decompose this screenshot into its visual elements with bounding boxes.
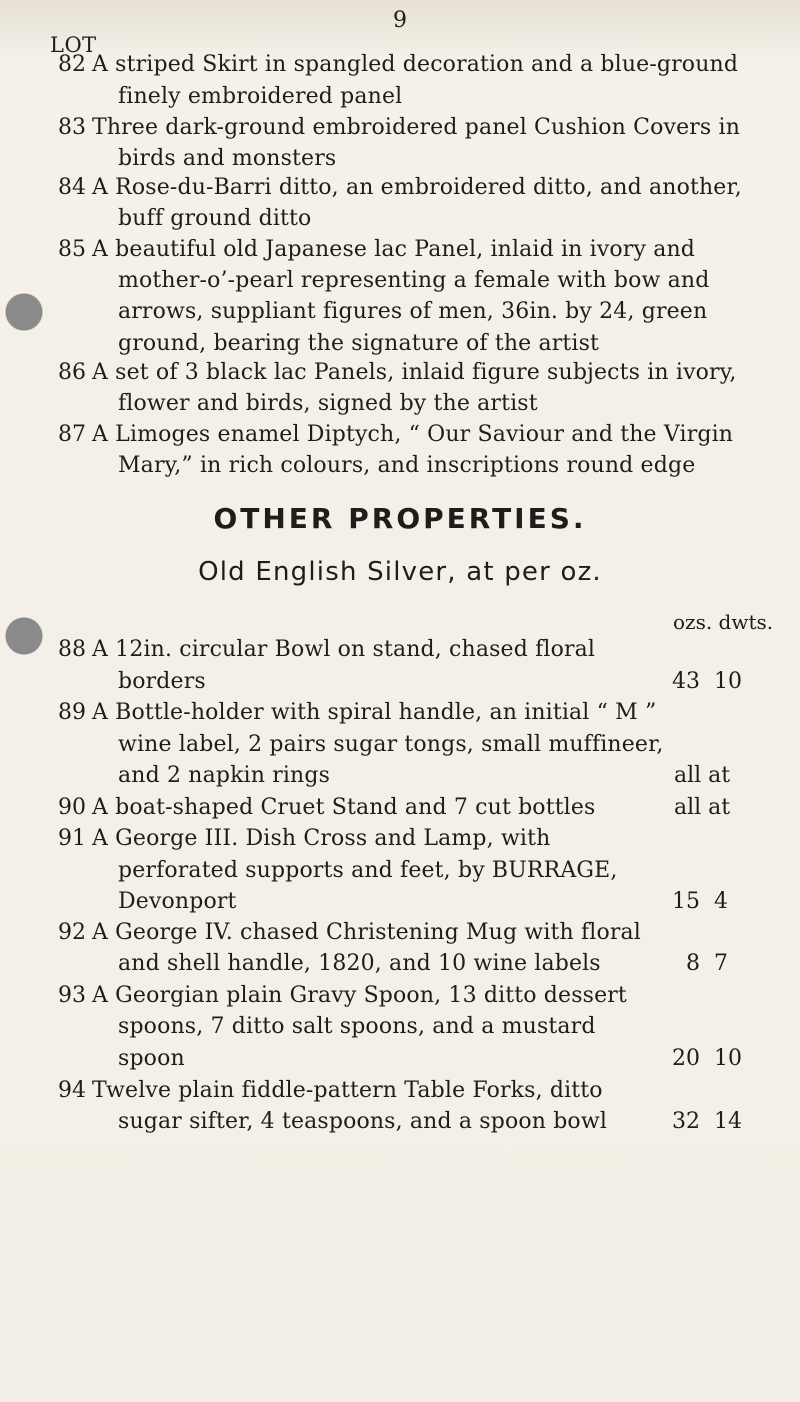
lot-weight	[664, 889, 740, 914]
weight-pennyweights: 10	[714, 669, 742, 694]
lot-description-line: A George IV. chased Christening Mug with floral	[92, 920, 641, 945]
lot-weight	[664, 951, 740, 976]
lot-description-line: finely embroidered panel	[118, 84, 403, 109]
lot-description-line: A Rose-du-Barri ditto, an embroidered ditto, and another,	[92, 175, 742, 200]
lot-number: 92	[58, 920, 86, 945]
weight-ounces: 20	[672, 1046, 700, 1071]
lot-number: 89	[58, 700, 86, 725]
lot-description-line: birds and monsters	[118, 146, 337, 171]
lot-description-line: and shell handle, 1820, and 10 wine labels	[118, 951, 601, 976]
weight-pennyweights: 14	[714, 1109, 742, 1134]
lot-description-line: sugar sifter, 4 teaspoons, and a spoon bowl	[118, 1109, 607, 1134]
lot-description-line: perforated supports and feet, by BURRAGE,	[118, 858, 618, 883]
lot-description-line: A Georgian plain Gravy Spoon, 13 ditto dessert	[92, 983, 627, 1008]
lot-weight: all at	[674, 763, 731, 788]
lot-weight: all at	[674, 795, 731, 820]
lot-weight	[664, 1046, 740, 1071]
weight-pennyweights: 4	[714, 889, 728, 914]
weight-pennyweights: 10	[714, 1046, 742, 1071]
lot-description-line: Devonport	[118, 889, 237, 914]
lot-number: 83	[58, 115, 86, 140]
lot-description-line: Twelve plain fiddle-pattern Table Forks, ditto	[92, 1078, 603, 1103]
lot-number: 94	[58, 1078, 86, 1103]
lot-number: 88	[58, 637, 86, 662]
lot-number: 86	[58, 360, 86, 385]
section-heading: OTHER PROPERTIES.	[213, 502, 587, 535]
lot-number: 90	[58, 795, 86, 820]
section-subheading: Old English Silver, at per oz.	[198, 557, 602, 587]
lot-description-line: A beautiful old Japanese lac Panel, inlaid in ivory and	[92, 237, 696, 262]
lot-description-line: A 12in. circular Bowl on stand, chased floral	[92, 637, 596, 662]
lot-number: 82	[58, 52, 86, 77]
lot-weight	[664, 1109, 740, 1134]
page-number: 9	[393, 8, 407, 33]
lot-number: 87	[58, 422, 86, 447]
weights-column-header: ozs. dwts.	[673, 610, 774, 634]
lot-description-line: A boat-shaped Cruet Stand and 7 cut bottles	[92, 795, 596, 820]
lot-description-line: spoon	[118, 1046, 185, 1071]
lot-description-line: spoons, 7 ditto salt spoons, and a mustard	[118, 1014, 596, 1039]
weight-pennyweights: 7	[714, 951, 728, 976]
lot-number: 84	[58, 175, 86, 200]
lot-description-line: arrows, suppliant figures of men, 36in. by 24, green	[118, 299, 708, 324]
lot-description-line: A striped Skirt in spangled decoration and a blue-ground	[92, 52, 739, 77]
lot-description-line: A set of 3 black lac Panels, inlaid figure subjects in ivory,	[92, 360, 737, 385]
lot-number: 85	[58, 237, 86, 262]
lot-description-line: Three dark-ground embroidered panel Cushion Covers in	[92, 115, 741, 140]
lot-description-line: borders	[118, 669, 206, 694]
lot-column-header: LOT	[50, 33, 97, 57]
weight-ounces: 15	[672, 889, 700, 914]
weight-ounces: 43	[672, 669, 700, 694]
lot-description-line: and 2 napkin rings	[118, 763, 331, 788]
lot-description-line: A Bottle-holder with spiral handle, an initial “ M ”	[92, 700, 657, 725]
lot-description-line: A Limoges enamel Diptych, “ Our Saviour and the Virgin	[92, 422, 734, 447]
lot-description-line: mother-o’-pearl representing a female with bow and	[118, 268, 710, 293]
lot-description-line: buff ground ditto	[118, 206, 312, 231]
lot-description-line: wine label, 2 pairs sugar tongs, small muffineer,	[118, 732, 664, 757]
lot-description-line: A George III. Dish Cross and Lamp, with	[92, 826, 551, 851]
lot-number: 93	[58, 983, 86, 1008]
lot-description-line: Mary,” in rich colours, and inscriptions round edge	[118, 453, 696, 478]
weight-ounces: 32	[672, 1109, 700, 1134]
lot-description-line: ground, bearing the signature of the artist	[118, 331, 600, 356]
lot-description-line: flower and birds, signed by the artist	[118, 391, 538, 416]
lot-weight	[664, 669, 740, 694]
lot-number: 91	[58, 826, 86, 851]
weight-ounces: 8	[686, 951, 700, 976]
